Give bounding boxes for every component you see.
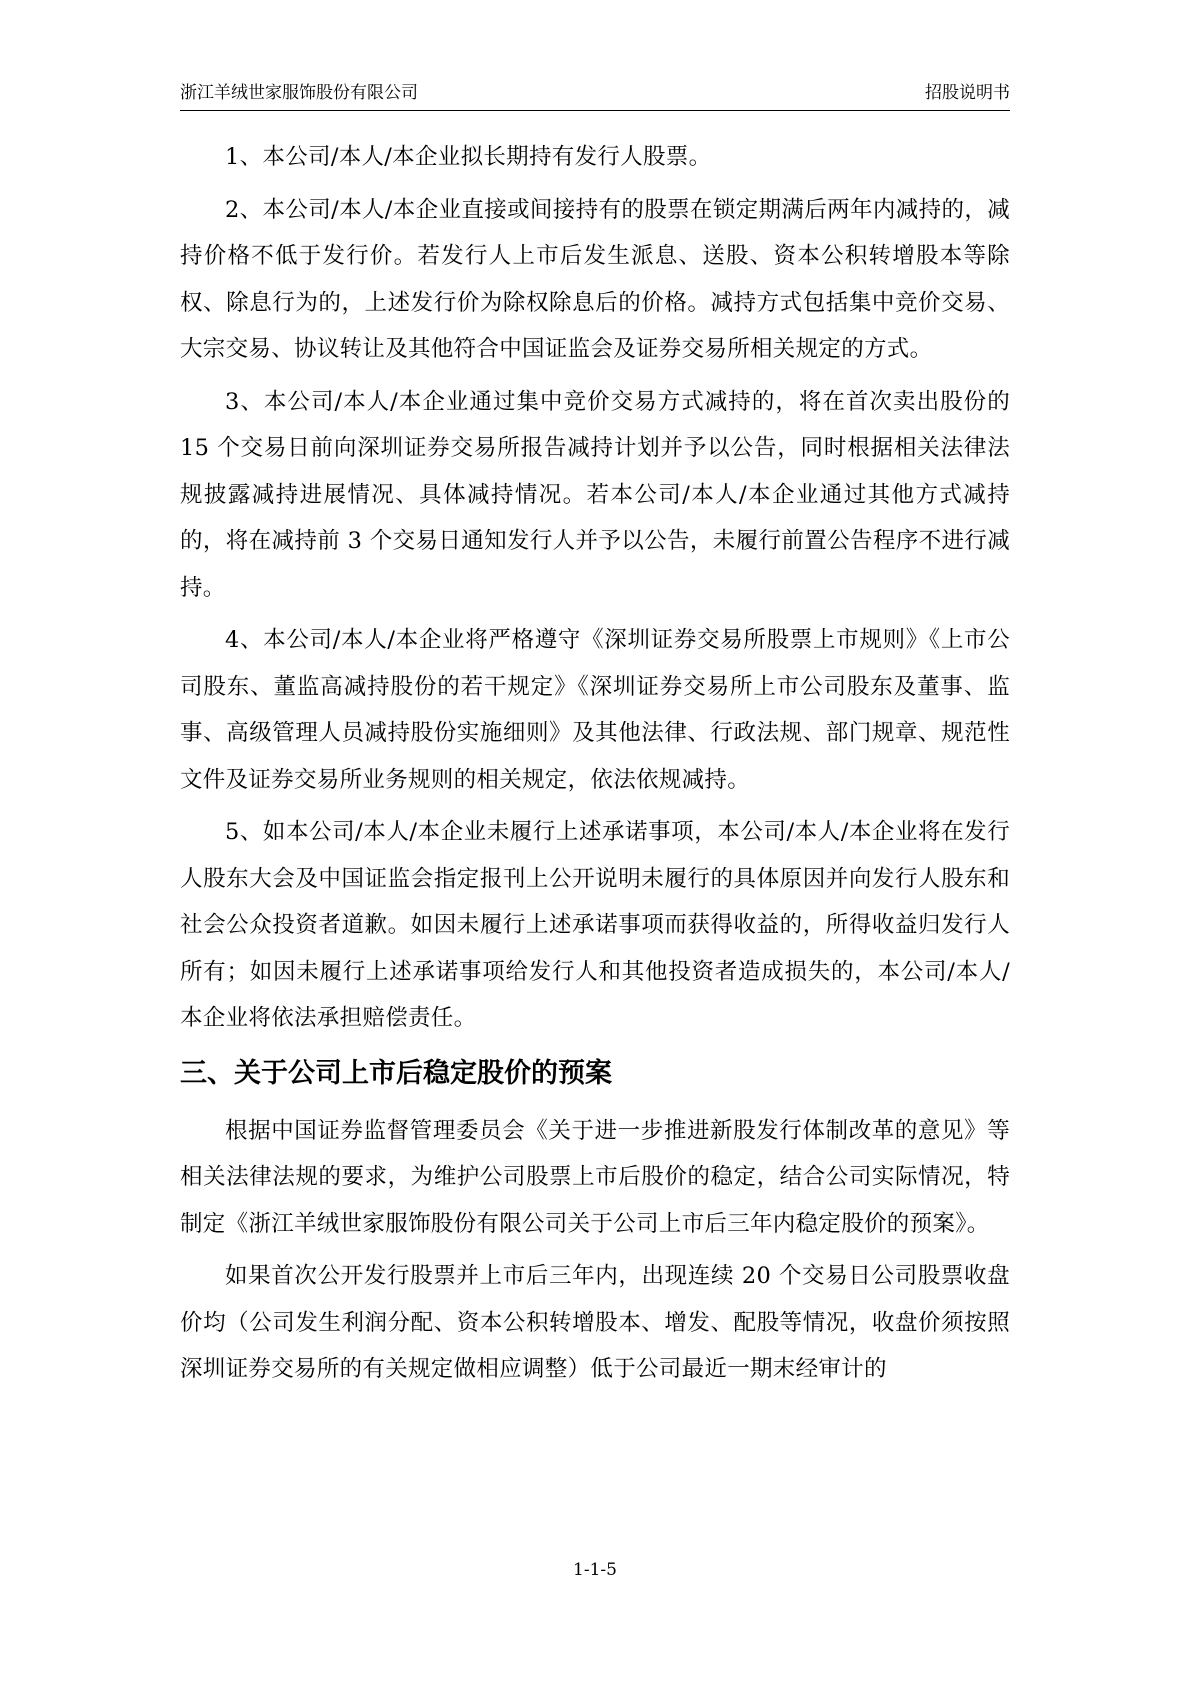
page-header [180,80,1010,111]
paragraph-commitment-3: 3、本公司/本人/本企业通过集中竞价交易方式减持的，将在首次卖出股份的 15 个交易日前向深圳证券交易所报告减持计划并予以公告，同时根据相关法律法规披露减持进展情况、具体减持情况。若本公司/本人/本企业通过其他方式减持的，将在减持前 3 个交易日通知发行人并予以公告，未履行前置公告程序不进行减持。 [180,388,1010,601]
paragraph-commitment-5: 5、如本公司/本人/本企业未履行上述承诺事项，本公司/本人/本企业将在发行人股东大会及中国证监会指定报刊上公开说明未履行的具体原因并向发行人股东和社会公众投资者道歉。如因未履行上述承诺事项而获得收益的，所得收益归发行人所有；如因未履行上述承诺事项给发行人和其他投资者造成损失的，本公司/本人/本企业将依法承担赔偿责任。 [180,819,1010,1031]
paragraph-commitment-4: 4、本公司/本人/本企业将严格遵守《深圳证券交易所股票上市规则》《上市公司股东、董监高减持股份的若干规定》《深圳证券交易所上市公司股东及董事、监事、高级管理人员减持股份实施细则》及其他法律、行政法规、部门规章、规范性文件及证券交易所业务规则的相关规定，依法依规减持。 [180,627,1010,793]
document-body [180,134,1010,1399]
paragraph-stabilization-intro: 根据中国证券监督管理委员会《关于进一步推进新股发行体制改革的意见》等相关法律法规的要求，为维护公司股票上市后股价的稳定，结合公司实际情况，特制定《浙江羊绒世家服饰股份有限公司关于公司上市后三年内稳定股价的预案》。 [180,1117,1010,1237]
page-number: 1-1-5 [573,1560,617,1580]
paragraph-commitment-1: 1、本公司/本人/本企业拟长期持有发行人股票。 [225,144,712,170]
header-document-type: 招股说明书 [925,83,1010,103]
header-company-name: 浙江羊绒世家服饰股份有限公司 [180,83,418,103]
section-heading: 三、关于公司上市后稳定股价的预案 [180,1057,612,1089]
paragraph-commitment-2: 2、本公司/本人/本企业直接或间接持有的股票在锁定期满后两年内减持的，减持价格不低于发行价。若发行人上市后发生派息、送股、资本公积转增股本等除权、除息行为的，上述发行价为除权除息后的价格。减持方式包括集中竞价交易、大宗交易、协议转让及其他符合中国证监会及证券交易所相关规定的方式。 [180,196,1010,362]
paragraph-stabilization-trigger: 如果首次公开发行股票并上市后三年内，出现连续 20 个交易日公司股票收盘价均（公司发生利润分配、资本公积转增股本、增发、配股等情况，收盘价须按照深圳证券交易所的有关规定做相应调整）低于公司最近一期末经审计的 [180,1263,1010,1382]
